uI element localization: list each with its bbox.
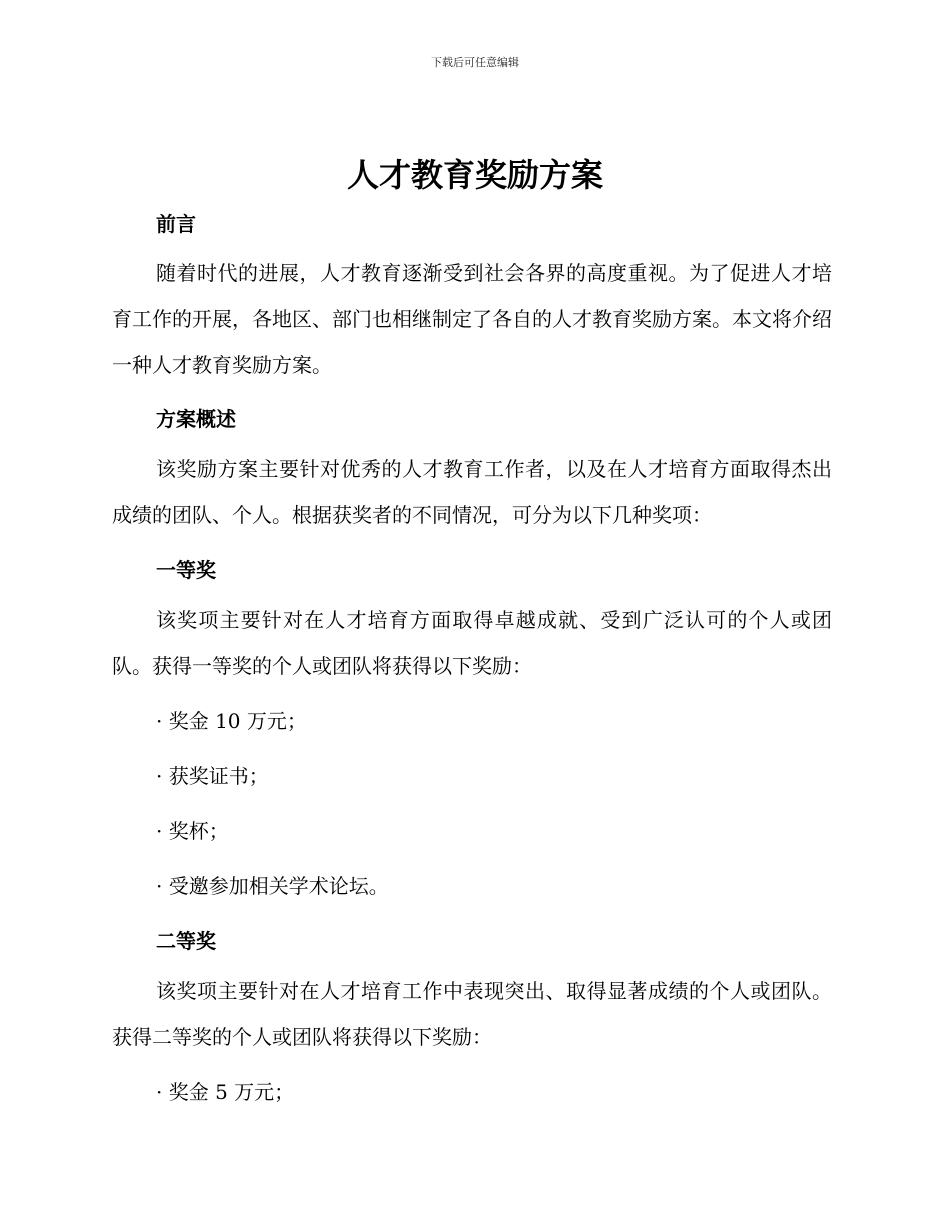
paragraph-preface: 随着时代的进展，人才教育逐渐受到社会各界的高度重视。为了促进人才培育工作的开展，各地区、部门也相继制定了各自的人才教育奖励方案。本文将介绍一种人才教育奖励方案。: [112, 261, 832, 377]
paragraph-overview: 该奖励方案主要针对优秀的人才教育工作者，以及在人才培育方面取得杰出成绩的团队、个人。根据获奖者的不同情况，可分为以下几种奖项：: [112, 457, 832, 527]
document-title: 人才教育奖励方案: [346, 156, 603, 194]
section-heading-preface: 前言: [156, 212, 196, 236]
paragraph-second-prize: 该奖项主要针对在人才培育工作中表现突出、取得显著成绩的个人或团队。获得二等奖的个人或团队将获得以下奖励：: [112, 979, 832, 1049]
paragraph-first-prize: 该奖项主要针对在人才培育方面取得卓越成就、受到广泛认可的个人或团队。获得一等奖的个人或团队将获得以下奖励：: [112, 608, 832, 678]
section-heading-first-prize: 一等奖: [156, 558, 216, 582]
section-heading-second-prize: 二等奖: [156, 929, 216, 953]
list-item-first-prize-reward: · 奖金 10 万元；: [156, 709, 307, 733]
list-item-first-prize-reward: · 受邀参加相关学术论坛。: [156, 874, 389, 898]
header-note: 下载后可任意编辑: [431, 56, 519, 69]
list-item-second-prize-reward: · 奖金 5 万元；: [156, 1080, 295, 1104]
section-heading-overview: 方案概述: [156, 407, 236, 431]
list-item-first-prize-reward: · 获奖证书；: [156, 764, 269, 788]
list-item-first-prize-reward: · 奖杯；: [156, 819, 229, 843]
